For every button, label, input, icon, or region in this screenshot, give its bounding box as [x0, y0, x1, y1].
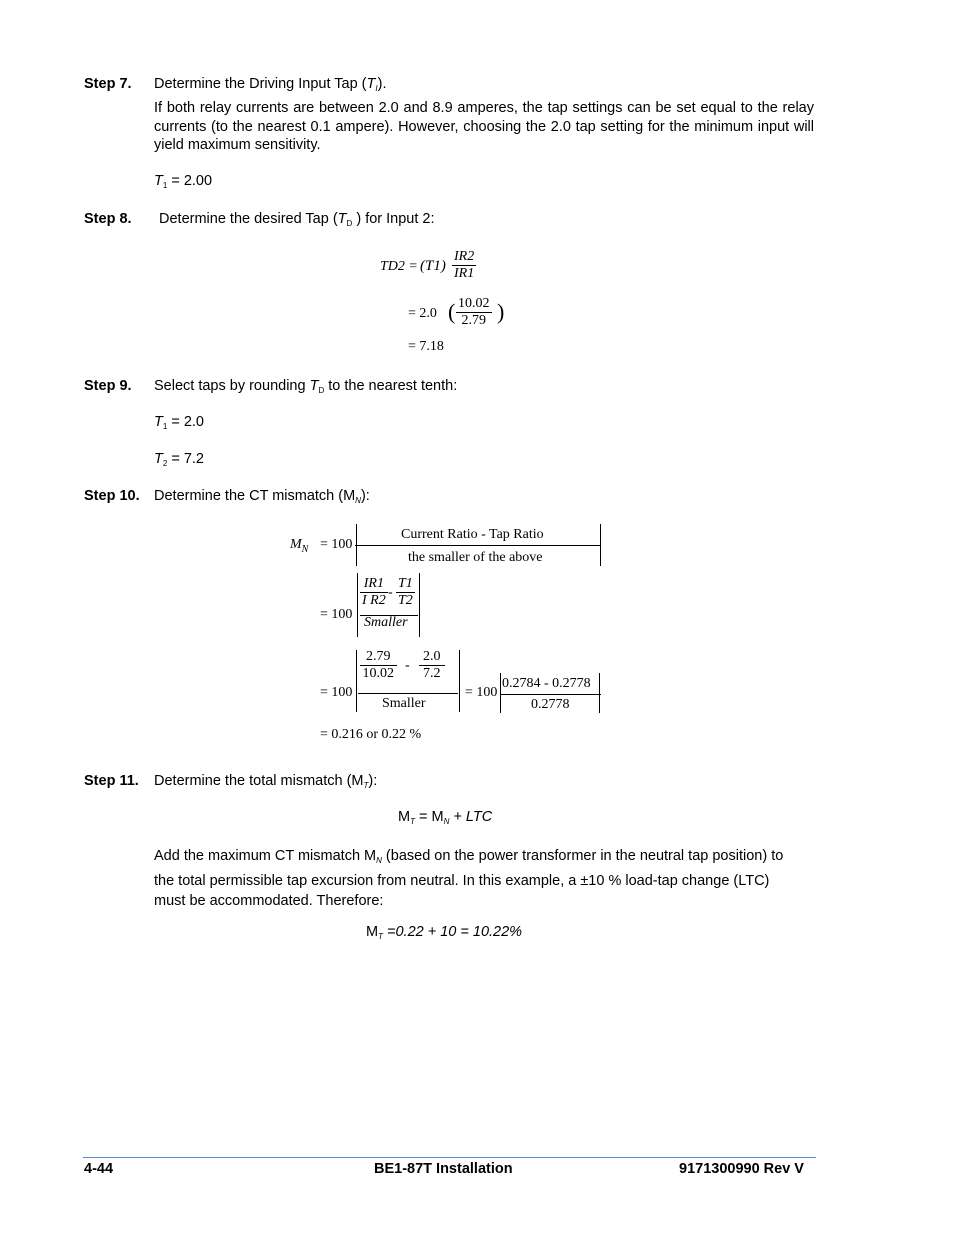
formula3-eq: = 100 — [320, 685, 353, 700]
mn-lhs: $M_N$ — [290, 537, 309, 555]
formula2-ratio-b — [396, 576, 415, 609]
step8-title: Determine the desired Tap ($T_D$ ) for Input 2: — [159, 211, 435, 228]
footer-title: BE1-87T Installation — [374, 1161, 513, 1177]
mt-equation: $M_T = M_N$ + LTC — [398, 809, 493, 826]
step10-label: Step 10. — [84, 488, 140, 504]
step9-t2: $T_2 = 7.2$ — [154, 451, 204, 468]
step9-t1: $T_1 = 2.0$ — [154, 414, 204, 431]
formula3-ratio-b — [419, 649, 445, 682]
step9-label: Step 9. — [84, 378, 132, 394]
step11-body: Add the maximum CT mismatch $M_N$ (based on the power transformer in the neutral tap position) to the total permissible tap excursion from neutral. In this example, a ±10 % load-tap change (LTC) must be accommodated. Therefore: — [154, 848, 784, 909]
formula3-ratio-a-num: 2.79 — [360, 649, 397, 666]
step10-title: Determine the CT mismatch $(M_N)$: — [154, 488, 370, 505]
formula1-right-abs-bar — [600, 524, 601, 566]
formula2-ratio-a-num: IR1 — [360, 576, 388, 593]
step9-title: Select taps by rounding $T_D$ to the nearest tenth: — [154, 378, 458, 395]
right-paren: ) — [497, 299, 505, 324]
step7-body: If both relay currents are between 2.0 and 8.9 amperes, the tap settings can be set equal to the relay currents (to the nearest 0.1 ampere). However, choosing the 2.0 tap setting for the minimum input will yield maximum sensitivity. — [154, 100, 814, 153]
step11-title: Determine the total mismatch $(M_T)$: — [154, 773, 378, 790]
footer-page-number: 4-44 — [84, 1161, 114, 1177]
formula1-fraction-bar — [355, 545, 600, 546]
left-paren: ( — [448, 299, 456, 324]
formula1-numerator: Current Ratio - Tap Ratio — [401, 527, 544, 542]
formula2-ratio-a-den: I R2 — [362, 593, 386, 608]
formula3-minus: - — [405, 658, 410, 673]
formula3-result-numerator: 0.2784 - 0.2778 — [502, 676, 591, 691]
eq-td2-step2-numerator: 10.02 — [458, 296, 490, 311]
formula2-eq: = 100 — [320, 607, 353, 622]
eq-td2-step2-fraction — [456, 296, 492, 329]
formula2-denominator: Smaller — [364, 615, 408, 630]
formula2-ratio-b-num: T1 — [398, 576, 413, 591]
mt-final: $M_T =0.22 + 10 = 10.22\%$ — [366, 924, 523, 941]
formula3-denominator: Smaller — [382, 696, 426, 711]
step7-title: Determine the Driving Input Tap $(T_I)$. — [154, 76, 387, 93]
eq-td2-denominator: IR1 — [454, 266, 475, 281]
formula2-right-abs-bar — [419, 573, 420, 637]
footer-doc-number: 9171300990 Rev V — [679, 1161, 804, 1177]
eq-td2-fraction — [452, 249, 476, 282]
formula1-left-abs-bar — [356, 524, 357, 566]
formula3-result-bar — [500, 694, 601, 695]
step7-label: Step 7. — [84, 76, 132, 92]
step7-result: $T_1 = 2.00$ — [154, 173, 213, 190]
mn-result: = 0.216 or 0.22 % — [320, 727, 422, 742]
eq-td2-result: = 7.18 — [408, 339, 444, 354]
footer-rule — [83, 1157, 816, 1158]
formula3-ratio-b-den: 7.2 — [423, 666, 441, 681]
eq-td2-paren: (T1) — [420, 258, 446, 274]
eq-td2-numerator: IR2 — [454, 249, 475, 264]
formula2-left-abs-bar — [357, 573, 358, 637]
formula1-denominator: the smaller of the above — [408, 550, 543, 565]
formula2-minus: - — [388, 585, 393, 600]
formula3-fraction-bar — [358, 693, 458, 694]
eq-td2-step2-denominator: 2.79 — [461, 313, 486, 328]
eq-td2-lhs: TD2 = — [380, 259, 418, 274]
formula1-eq: = 100 — [320, 537, 353, 552]
formula3-right-abs-bar — [459, 650, 460, 712]
formula3-ratio-a-den: 10.02 — [362, 666, 394, 681]
formula2-ratio-b-den: T2 — [398, 593, 413, 608]
eq-td2-step2-prefix: = 2.0 — [408, 306, 437, 321]
formula3-right-left-abs-bar — [500, 673, 501, 713]
formula3-ratio-a — [360, 649, 397, 682]
formula3-left-abs-bar — [356, 650, 357, 712]
formula3-ratio-b-num: 2.0 — [419, 649, 445, 666]
formula3-right-right-abs-bar — [599, 673, 600, 713]
formula3-result-denominator: 0.2778 — [531, 697, 570, 712]
step11-label: Step 11. — [84, 773, 139, 789]
step8-label: Step 8. — [84, 211, 132, 227]
formula3-eq2: = 100 — [465, 685, 498, 700]
formula2-ratio-a — [360, 576, 388, 609]
